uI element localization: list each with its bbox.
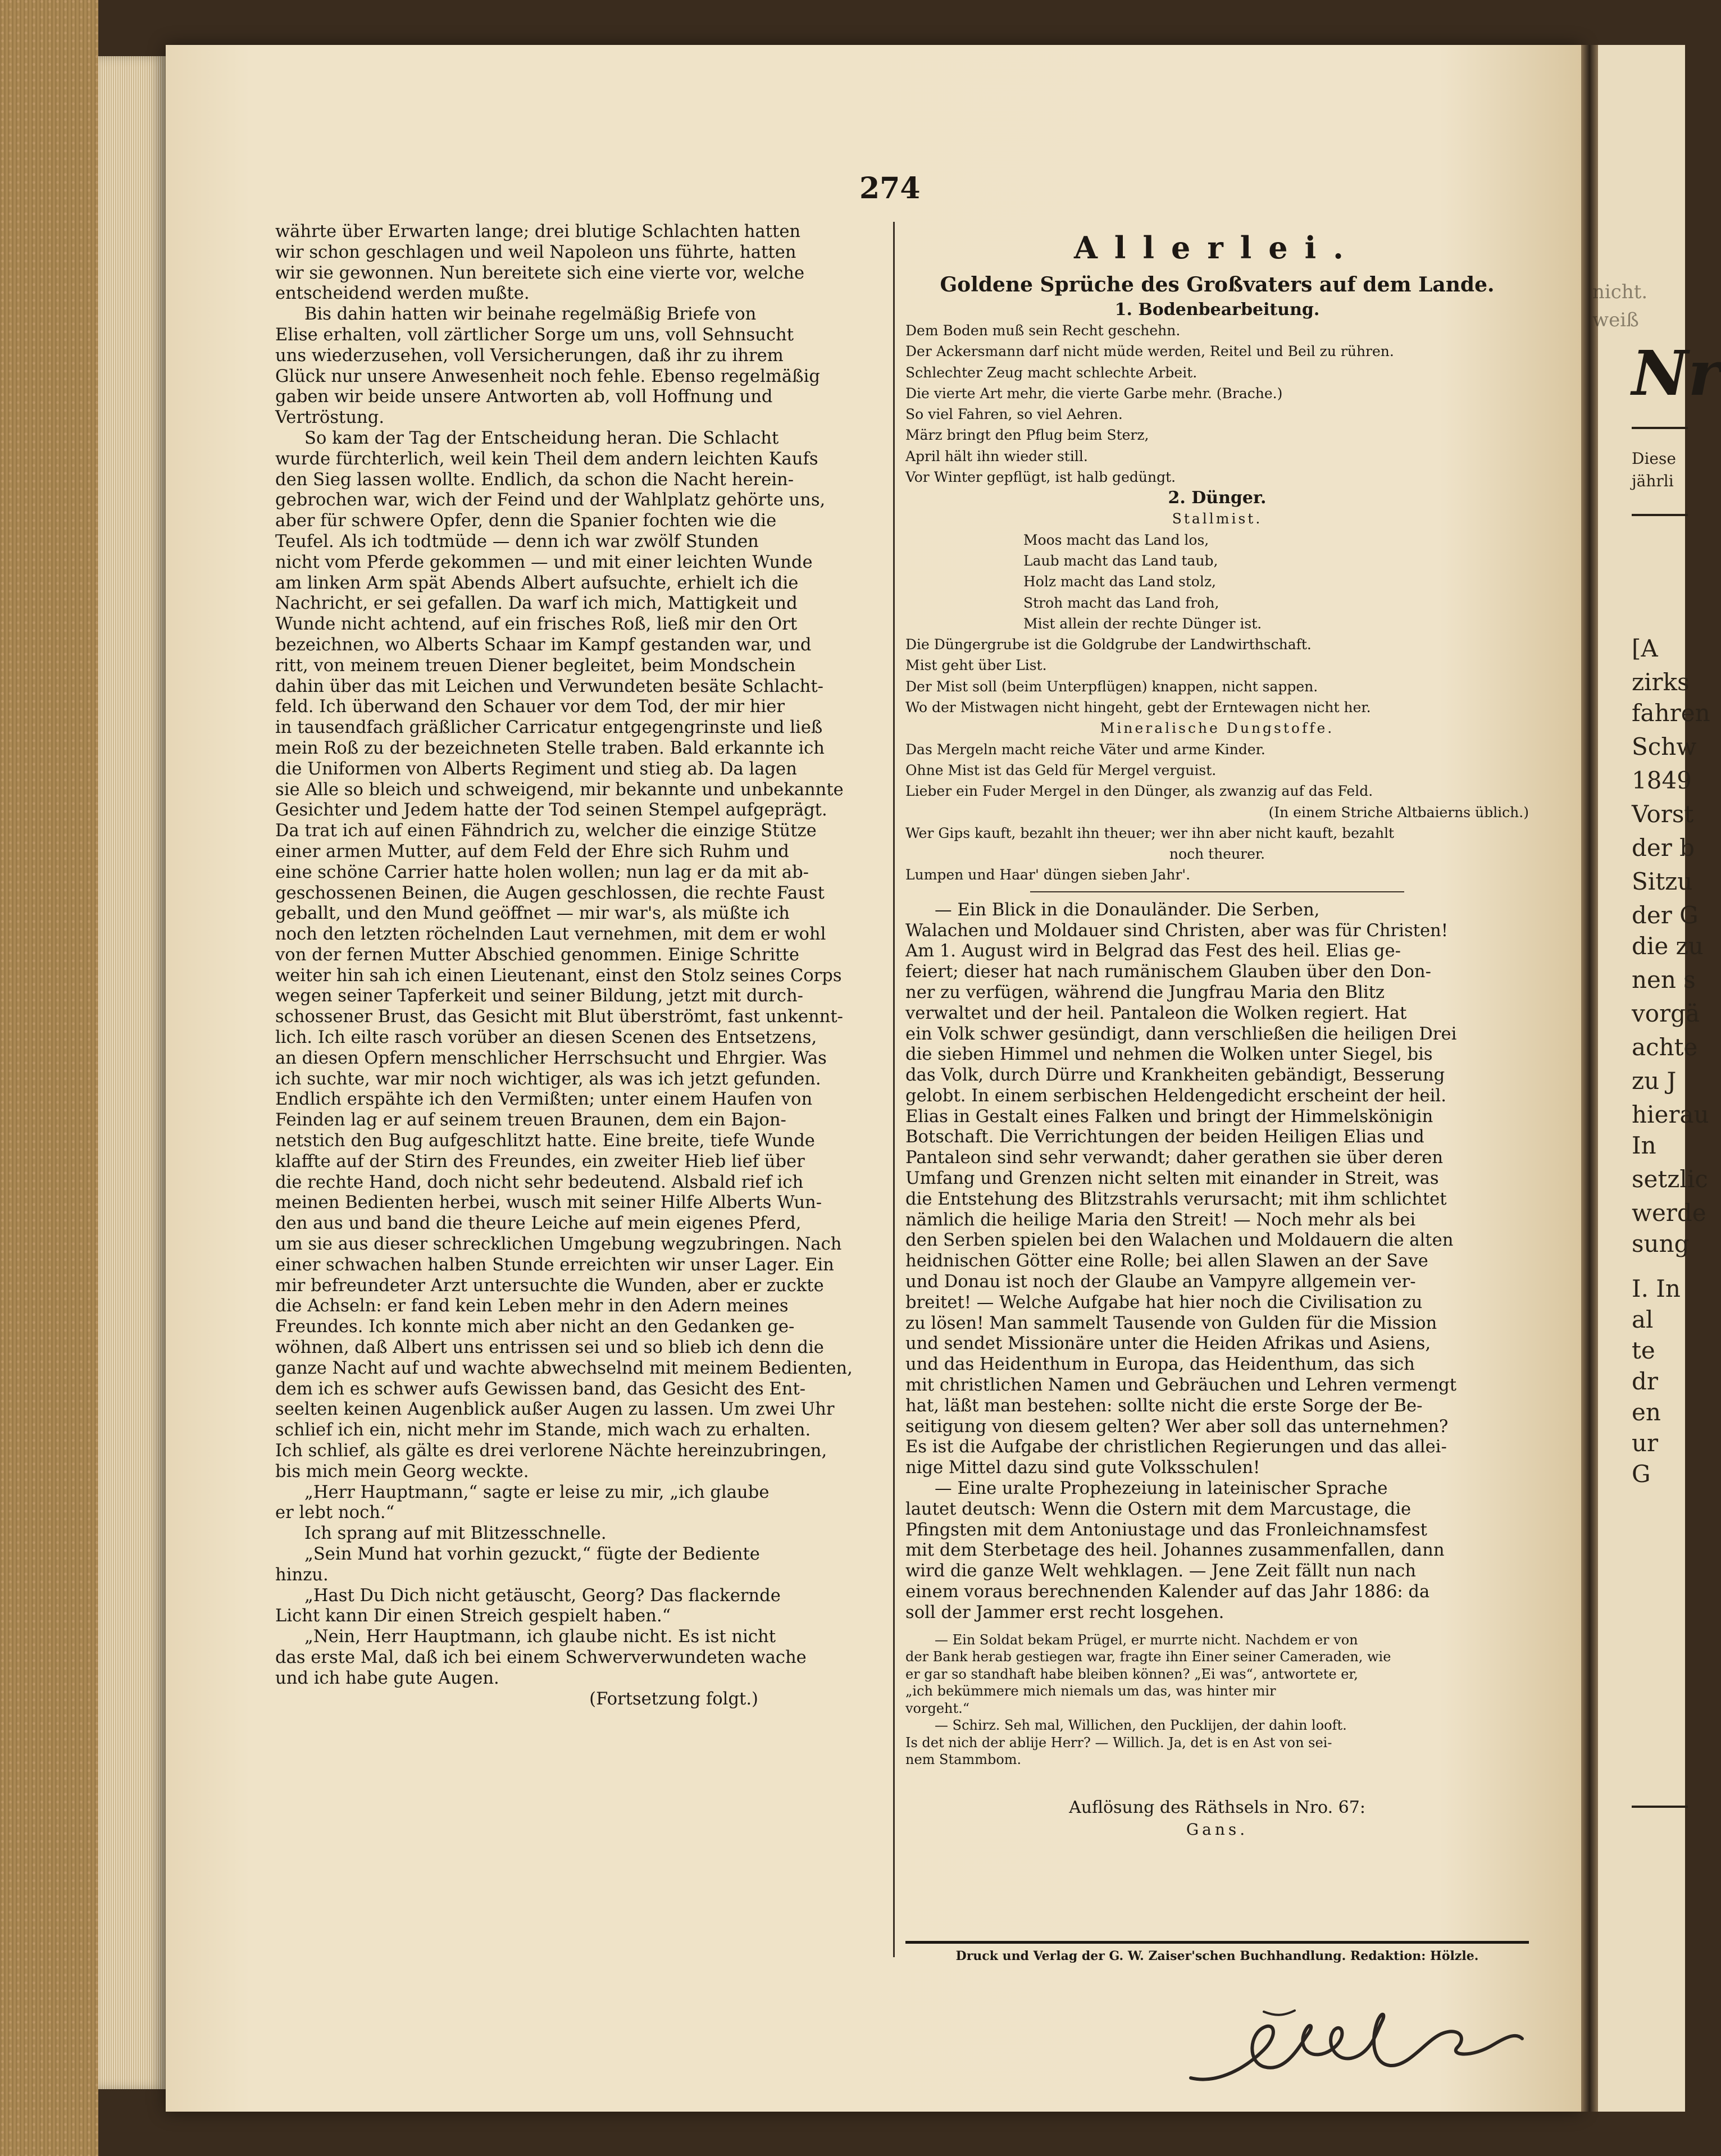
story-line: weiter hin sah ich einen Lieutenant, einst den Stolz seines Corps	[275, 965, 842, 986]
story-line: Gesichter und Jedem hatte der Tod seinen Stempel aufgeprägt.	[275, 800, 827, 821]
article-line: den Serben spielen bei den Walachen und Moldauern die alten	[905, 1230, 1454, 1251]
story-line: die Achseln: er fand kein Leben mehr in den Adern meines	[275, 1296, 789, 1316]
story-line: Endlich erspähte ich den Vermißten; unter einem Haufen von	[275, 1090, 813, 1110]
article-line: wird die ganze Welt wehklagen. — Jene Zeit fällt nun nach	[905, 1561, 1416, 1581]
story-line: ganze Nacht auf und wachte abwechselnd mit meinem Bedienten,	[275, 1358, 853, 1378]
mineral-note: (In einem Striche Altbaierns üblich.)	[1268, 804, 1529, 821]
article-line: gelobt. In einem serbischen Heldengedicht erscheint der heil.	[905, 1086, 1446, 1106]
saying-line: Die vierte Art mehr, die vierte Garbe mehr. (Brache.)	[905, 385, 1283, 402]
saying-line: Wer Gips kauft, bezahlt ihn theuer; wer ihn aber nicht kauft, bezahlt	[905, 824, 1395, 841]
saying-line: Schlechter Zeug macht schlechte Arbeit.	[905, 364, 1198, 381]
article-line: Pfingsten mit dem Antoniustage und das Fronleichnamsfest	[905, 1520, 1427, 1540]
imprint-line: Druck und Verlag der G. W. Zaiser'schen Buchhandlung. Redaktion: Hölzle.	[955, 1949, 1479, 1963]
facing-page-fragment-text: weiß	[1592, 309, 1639, 331]
story-line: „Herr Hauptmann,“ sagte er leise zu mir, „ich glaube	[304, 1482, 770, 1502]
article-line: Umfang und Grenzen nicht selten mit einander in Streit, was	[905, 1169, 1439, 1189]
right-column-miscellany	[905, 222, 1529, 1840]
article-line: und das Heidenthum in Europa, das Heidenthum, das sich	[905, 1355, 1415, 1375]
article-line: Pantaleon sind sehr verwandt; daher gerathen sie über deren	[905, 1148, 1444, 1168]
anecdote-line: — Ein Soldat bekam Prügel, er murrte nicht. Nachdem er von	[935, 1631, 1358, 1648]
story-line: Wunde nicht achtend, auf ein frisches Roß, ließ mir den Ort	[275, 614, 798, 635]
story-line: klaffte auf der Stirn des Freundes, ein zweiter Hieb lief über	[275, 1151, 805, 1172]
story-line: nicht vom Pferde gekommen — und mit einer leichten Wunde	[275, 552, 813, 572]
story-line: meinen Bedienten herbei, wusch mit seiner Hilfe Alberts Wun-	[275, 1193, 822, 1213]
subheading-manure: Stallmist.	[1172, 510, 1263, 527]
column-divider	[893, 222, 895, 1957]
story-line: ich suchte, war mir noch wichtiger, als was ich jetzt gefunden.	[275, 1069, 821, 1089]
facing-page-fragment-text: G	[1632, 1460, 1651, 1488]
facing-page-fragment-text: die zu	[1632, 932, 1704, 960]
facing-page-fragment-text: vorgä	[1632, 1000, 1700, 1027]
facing-page-fragment-text: 1849	[1632, 767, 1692, 794]
story-line: ritt, von meinem treuen Diener begleitet, beim Mondschein	[275, 655, 796, 676]
saying-line: So viel Fahren, so viel Aehren.	[905, 406, 1123, 423]
story-line: Bis dahin hatten wir beinahe regelmäßig Briefe von	[304, 304, 757, 325]
story-line: er lebt noch.“	[275, 1503, 395, 1523]
story-line: wegen seiner Tapferkeit und seiner Bildung, jetzt mit durch-	[275, 986, 803, 1006]
facing-page-fragment-text: ur	[1632, 1429, 1659, 1457]
facing-rule	[1632, 514, 1688, 516]
story-line: wurde fürchterlich, weil kein Theil dem andern leichten Kaufs	[275, 449, 818, 469]
story-line: wir sie gewonnen. Nun bereitete sich eine vierte vor, welche	[275, 263, 805, 283]
saying-line: Mist geht über List.	[905, 657, 1047, 674]
article-line: die sieben Himmel und nehmen die Wolken unter Siegel, bis	[905, 1045, 1433, 1065]
section-separator	[1030, 891, 1404, 892]
story-line: Vertröstung.	[275, 408, 385, 428]
article-line: einem voraus berechnenden Kalender auf das Jahr 1886: da	[905, 1582, 1430, 1602]
story-line: die rechte Hand, doch nicht sehr bedeutend. Alsbald rief ich	[275, 1172, 804, 1192]
story-line: am linken Arm spät Abends Albert aufsuchte, erhielt ich die	[275, 573, 799, 593]
story-line: „Nein, Herr Hauptmann, ich glaube nicht. Es ist nicht	[304, 1627, 776, 1647]
story-line: von der fernen Mutter Abschied genommen. Einige Schritte	[275, 945, 799, 965]
story-line: gebrochen war, wich der Feind und der Wahlplatz gehörte uns,	[275, 490, 826, 510]
story-line: „Hast Du Dich nicht getäuscht, Georg? Das flackernde	[304, 1585, 781, 1606]
article-line: nämlich die heilige Maria den Streit! — Noch mehr als bei	[905, 1210, 1416, 1230]
article-line: mit dem Sterbetage des heil. Johannes zusammenfallen, dann	[905, 1540, 1445, 1561]
saying-line: noch theurer.	[1169, 846, 1265, 863]
story-line: bis mich mein Georg weckte.	[275, 1461, 529, 1482]
facing-page-fragment-text: achte	[1632, 1033, 1698, 1061]
story-line: die Uniformen von Alberts Regiment und stieg ab. Da lagen	[275, 759, 797, 779]
story-line: währte über Erwarten lange; drei blutige Schlachten hatten	[275, 222, 801, 241]
facing-page-fragment-text: der b	[1632, 834, 1695, 862]
facing-page-title-fragment: Nr	[1632, 337, 1721, 409]
anecdote-line: — Schirz. Seh mal, Willichen, den Pucklijen, der dahin looft.	[935, 1717, 1347, 1734]
story-line: Ich sprang auf mit Blitzesschnelle.	[304, 1524, 607, 1544]
story-line: in tausendfach gräßlicher Carricatur entgegengrinste und ließ	[275, 718, 823, 738]
subheading-minerals: Mineralische Dungstoffe.	[1100, 720, 1335, 737]
story-line: uns wiederzusehen, voll Versicherungen, daß ihr zu ihrem	[275, 345, 784, 366]
facing-page-fragment-text: werde	[1632, 1199, 1706, 1227]
article-line: breitet! — Welche Aufgabe hat hier noch die Civilisation zu	[905, 1292, 1423, 1312]
facing-page-fragment-text: Diese	[1632, 449, 1676, 468]
story-line: Licht kann Dir einen Streich gespielt haben.“	[275, 1606, 671, 1626]
facing-page-fragment-text: zu J	[1632, 1067, 1677, 1095]
story-line: gaben wir beide unsere Antworten ab, voll Hoffnung und	[275, 387, 773, 407]
story-line: eine schöne Carrier hatte holen wollen; nun lag er da mit ab-	[275, 862, 809, 882]
anecdote-line: der Bank herab gestiegen war, fragte ihn Einer seiner Cameraden, wie	[905, 1649, 1391, 1665]
saying-line: Dem Boden muß sein Recht geschehn.	[905, 322, 1181, 339]
anecdote-line: Is det nich der ablije Herr? — Willich. Ja, det is en Ast von sei-	[905, 1734, 1332, 1751]
handwritten-signature	[1180, 1999, 1528, 2095]
story-line: Freundes. Ich konnte mich aber nicht an den Gedanken ge-	[275, 1317, 795, 1337]
story-line: Teufel. Als ich todtmüde — denn ich war zwölf Stunden	[275, 531, 759, 551]
story-line: seelten keinen Augenblick außer Augen zu lassen. Um zwei Uhr	[275, 1400, 835, 1420]
story-line: Glück nur unsere Anwesenheit noch fehle. Ebenso regelmäßig	[275, 366, 820, 386]
manure-sayings	[905, 634, 1529, 718]
story-line: sie Alle so bleich und schweigend, mir bekannte und unbekannte	[275, 780, 844, 800]
saying-line: März bringt den Pflug beim Sterz,	[905, 427, 1149, 444]
story-line: hinzu.	[275, 1565, 329, 1585]
story-line: bezeichnen, wo Alberts Schaar im Kampf gestanden war, und	[275, 635, 812, 655]
facing-rule	[1632, 427, 1688, 429]
facing-page-fragment-text: Schw	[1632, 733, 1697, 760]
story-line: mein Roß zu der bezeichneten Stelle traben. Bald erkannte ich	[275, 738, 825, 758]
anecdote-line: „ich bekümmere mich niemals um das, was hinter mir	[905, 1683, 1276, 1699]
story-line: Nachricht, er sei gefallen. Da warf ich mich, Mattigkeit und	[275, 594, 798, 614]
article-line: mit christlichen Namen und Gebräuchen und Lehren vermengt	[905, 1375, 1457, 1396]
sayings-title: Goldene Sprüche des Großvaters auf dem Lande.	[940, 273, 1495, 297]
article-line: seitigung von diesem gelten? Wer aber soll das unternehmen?	[905, 1416, 1449, 1437]
facing-page-fragment-text: sung	[1632, 1230, 1690, 1257]
article-line: — Eine uralte Prophezeiung in lateinischer Sprache	[935, 1479, 1388, 1499]
article-line: ein Volk schwer gesündigt, dann verschließen die heiligen Drei	[905, 1024, 1457, 1044]
story-line: schlief ich ein, nicht mehr im Stande, mich wach zu erhalten.	[275, 1420, 811, 1441]
story-line: den Sieg lassen wollte. Endlich, da schon die Nacht herein-	[275, 470, 794, 490]
facing-page-fragment-text: zirks	[1632, 668, 1690, 696]
article-line: verwaltet und der heil. Pantaleon die Wolken regiert. Hat	[905, 1003, 1407, 1023]
soil-sayings	[905, 320, 1529, 487]
story-line: Feinden lag er auf seinem treuen Braunen, dem ein Bajon-	[275, 1110, 786, 1131]
story-line: mir befreundeter Arzt untersuchte die Wunden, aber er zuckte	[275, 1275, 824, 1296]
story-line: einer schwachen halben Stunde erreichten wir unser Lager. Ein	[275, 1255, 834, 1275]
book-binding	[0, 0, 98, 2156]
story-line: aber für schwere Opfer, denn die Spanier fochten wie die	[275, 511, 777, 531]
anecdote-line: vorgeht.“	[905, 1700, 970, 1716]
saying-line: Der Ackersmann darf nicht müde werden, Reitel und Beil zu rühren.	[905, 343, 1394, 360]
article-line: lautet deutsch: Wenn die Ostern mit dem Marcustage, die	[905, 1499, 1412, 1519]
facing-page-fragment-text: en	[1632, 1398, 1661, 1426]
book-gutter	[1581, 45, 1598, 2112]
saying-line: Lumpen und Haar' düngen sieben Jahr'.	[905, 867, 1191, 883]
facing-page-fragment-text: setzlic	[1632, 1165, 1708, 1193]
article-line: feiert; dieser hat nach rumänischem Glauben über den Don-	[905, 962, 1431, 982]
article-line: zu lösen! Man sammelt Tausende von Gulden für die Mission	[905, 1313, 1437, 1333]
section-title-allerlei: Allerlei.	[1074, 230, 1360, 266]
page-edges	[98, 56, 166, 2089]
subheading-fertilizer: 2. Dünger.	[1168, 488, 1267, 508]
anecdote-line: er gar so standhaft habe bleiben können? „Ei was“, antwortete er,	[905, 1666, 1358, 1682]
facing-page-fragment-text: dr	[1632, 1368, 1658, 1395]
saying-line: April hält ihn wieder still.	[905, 448, 1088, 464]
facing-page-fragment-text: te	[1632, 1337, 1655, 1364]
story-line: den aus und band die theure Leiche auf mein eigenes Pferd,	[275, 1214, 802, 1234]
article-line: Es ist die Aufgabe der christlichen Regierungen und das allei-	[905, 1437, 1447, 1457]
article-donaulaender	[905, 900, 1529, 1624]
article-line: ner zu verfügen, während die Jungfrau Maria den Blitz	[905, 982, 1385, 1002]
story-line: So kam der Tag der Entscheidung heran. Die Schlacht	[304, 428, 779, 448]
poem-line: Moos macht das Land los,	[1023, 531, 1209, 548]
article-line: — Ein Blick in die Donauländer. Die Serben,	[935, 900, 1320, 920]
riddle-answer: Gans.	[1186, 1820, 1249, 1839]
story-line: um sie aus dieser schrecklichen Umgebung wegzubringen. Nach	[275, 1234, 842, 1255]
story-line: Ich schlief, als gälte es drei verlorene Nächte hereinzubringen,	[275, 1441, 827, 1461]
subheading-soil: 1. Bodenbearbeitung.	[1114, 300, 1320, 320]
article-line: und Donau ist noch der Glaube an Vampyre allgemein ver-	[905, 1272, 1416, 1292]
facing-page-fragment-text: nicht.	[1592, 281, 1648, 303]
poem-line: Stroh macht das Land froh,	[1023, 594, 1219, 611]
story-line: geballt, und den Mund geöffnet — mir war's, als müßte ich	[275, 904, 790, 924]
article-line: und sendet Missionäre unter die Heiden Afrikas und Asiens,	[905, 1334, 1431, 1354]
story-line: netstich den Bug aufgeschlitzt hatte. Eine breite, tiefe Wunde	[275, 1131, 815, 1151]
left-column-story	[275, 222, 882, 1710]
facing-page-fragment-text: hierau	[1632, 1101, 1709, 1128]
facing-page-fragment-text: nen s	[1632, 966, 1696, 993]
article-line: das Volk, durch Dürre und Krankheiten gebändigt, Besserung	[905, 1065, 1445, 1086]
facing-page-fragment-text: In	[1632, 1132, 1656, 1159]
article-line: nige Mittel dazu sind gute Volksschulen!	[905, 1458, 1260, 1478]
story-line: entscheidend werden mußte.	[275, 284, 530, 304]
story-line: lich. Ich eilte rasch vorüber an diesen Scenen des Entsetzens,	[275, 1028, 817, 1048]
story-line: das erste Mal, daß ich bei einem Schwerverwundeten wache	[275, 1647, 807, 1667]
article-line: die Entstehung des Blitzstrahls verursacht; mit ihm schlichtet	[905, 1189, 1447, 1209]
facing-page-fragment-text: I. In	[1632, 1275, 1681, 1302]
poem-line: Mist allein der rechte Dünger ist.	[1023, 615, 1262, 632]
story-line: Da trat ich auf einen Fähndrich zu, welcher die einzige Stütze	[275, 821, 817, 841]
saying-line: Wo der Mistwagen nicht hingeht, gebt der Erntewagen nicht her.	[905, 699, 1371, 716]
story-line: wöhnen, daß Albert uns entrissen sei und so blieb ich denn die	[275, 1338, 824, 1358]
story-line: (Fortsetzung folgt.)	[589, 1689, 758, 1709]
manure-poem	[905, 530, 1529, 634]
mineral-sayings	[905, 739, 1529, 802]
article-line: Elias in Gestalt eines Falken und bringt der Himmelskönigin	[905, 1106, 1433, 1127]
article-line: Walachen und Moldauer sind Christen, aber was für Christen!	[905, 920, 1449, 941]
article-line: hat, läßt man bestehen: sollte nicht die erste Sorge der Be-	[905, 1396, 1423, 1416]
facing-page-fragment-text: jährli	[1632, 472, 1674, 490]
story-line: dem ich es schwer aufs Gewissen band, das Gesicht des Ent-	[275, 1379, 806, 1399]
article-line: soll der Jammer erst recht losgehen.	[905, 1602, 1224, 1622]
article-line: Am 1. August wird in Belgrad das Fest des heil. Elias ge-	[905, 941, 1401, 961]
facing-page-fragment-text: der G	[1632, 901, 1699, 929]
facing-page-fragment	[1592, 45, 1721, 2112]
article-line: Botschaft. Die Verrichtungen der beiden Heiligen Elias und	[905, 1127, 1424, 1147]
story-line: wir schon geschlagen und weil Napoleon uns führte, hatten	[275, 242, 796, 262]
facing-page-fragment-text: Vorst	[1632, 800, 1694, 828]
facing-page-fragment-text: [A	[1632, 635, 1658, 662]
poem-line: Holz macht das Land stolz,	[1023, 573, 1216, 590]
facing-page-fragment-text: Sitzu	[1632, 868, 1693, 895]
story-line: an diesen Opfern menschlicher Herrschsucht und Ehrgier. Was	[275, 1048, 827, 1068]
riddle-solution-label: Auflösung des Räthsels in Nro. 67:	[1069, 1797, 1365, 1817]
poem-line: Laub macht das Land taub,	[1023, 552, 1218, 569]
saying-line: Das Mergeln macht reiche Väter und arme Kinder.	[905, 741, 1265, 758]
story-line: feld. Ich überwand den Schauer vor dem Tod, der mir hier	[275, 697, 785, 717]
story-line: und ich habe gute Augen.	[275, 1668, 499, 1688]
mineral-sayings-more	[905, 823, 1529, 886]
saying-line: Lieber ein Fuder Mergel in den Dünger, als zwanzig auf das Feld.	[905, 783, 1373, 800]
story-line: geschossenen Beinen, die Augen geschlossen, die rechte Faust	[275, 883, 825, 903]
article-line: heidnischen Götter eine Rolle; bei allen Slawen an der Save	[905, 1251, 1428, 1271]
story-line: noch den letzten röchelnden Laut vernehmen, mit dem er wohl	[275, 924, 826, 945]
story-line: dahin über das mit Leichen und Verwundeten besäte Schlacht-	[275, 676, 824, 696]
story-line: „Sein Mund hat vorhin gezuckt,“ fügte der Bediente	[304, 1544, 760, 1564]
saying-line: Ohne Mist ist das Geld für Mergel verguist.	[905, 762, 1217, 778]
story-line: Elise erhalten, voll zärtlicher Sorge um uns, voll Sehnsucht	[275, 325, 794, 345]
imprint-rule	[905, 1941, 1529, 1944]
story-line: schossener Brust, das Gesicht mit Blut überströmt, fast unkennt-	[275, 1007, 843, 1027]
anecdote-line: nem Stammbom.	[905, 1752, 1022, 1768]
facing-page-fragment-text: al	[1632, 1306, 1654, 1333]
facing-rule	[1632, 1806, 1688, 1808]
saying-line: Vor Winter gepflügt, ist halb gedüngt.	[905, 469, 1176, 486]
anecdotes	[905, 1631, 1529, 1768]
story-line: einer armen Mutter, auf dem Feld der Ehre sich Ruhm und	[275, 841, 789, 862]
saying-line: Der Mist soll (beim Unterpflügen) knappen, nicht sappen.	[905, 678, 1318, 695]
saying-line: Die Düngergrube ist die Goldgrube der Landwirthschaft.	[905, 636, 1312, 653]
page-number: 274	[859, 171, 921, 206]
facing-page-fragment-text: fahren	[1632, 699, 1710, 727]
